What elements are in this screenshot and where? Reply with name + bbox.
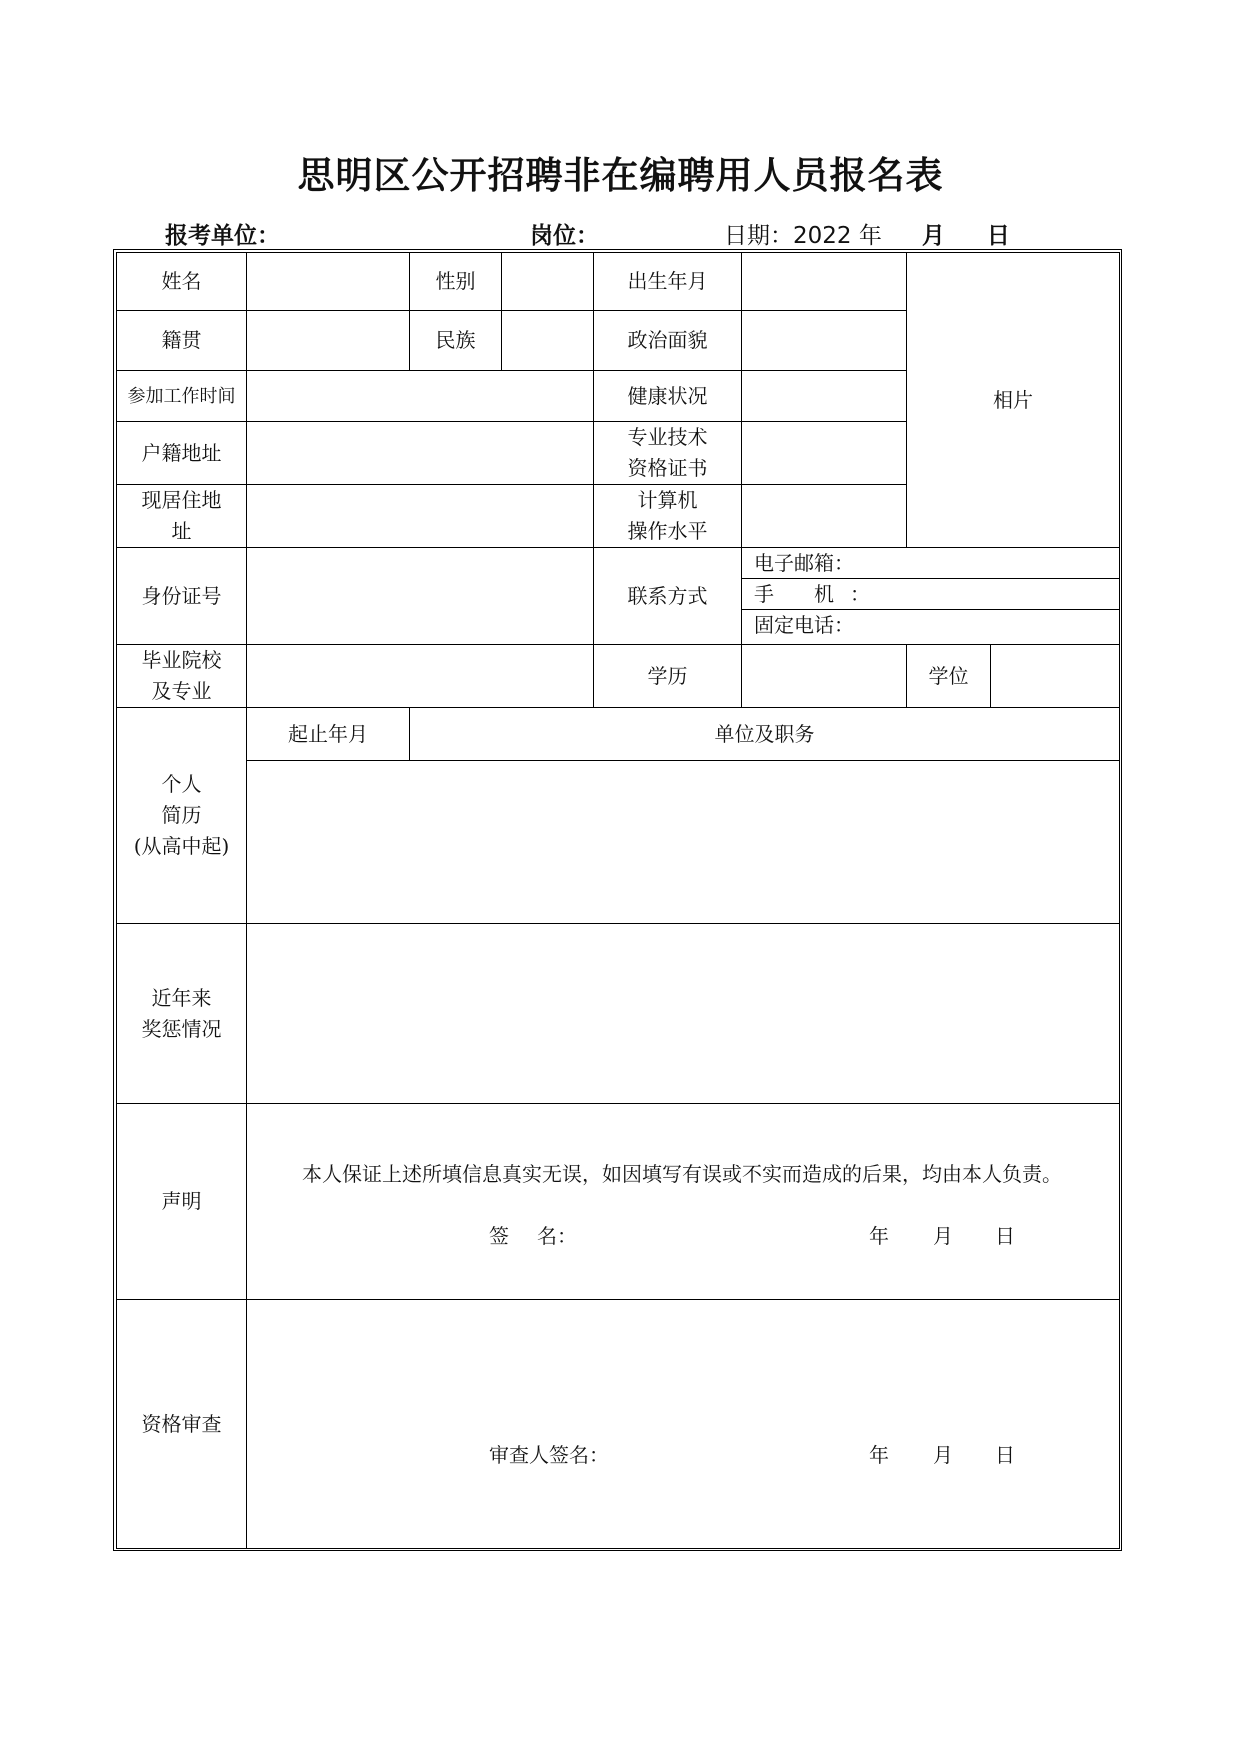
household-address-field[interactable] (247, 422, 594, 485)
current-address-label-line2: 址 (171, 519, 192, 543)
computer-level-field[interactable] (742, 485, 907, 548)
certificate-label-line2: 资格证书 (627, 456, 708, 480)
mobile-label-c: ： (850, 582, 870, 606)
photo-box[interactable]: 相片 (907, 253, 1120, 548)
ethnicity-field[interactable] (502, 311, 594, 371)
current-address-label (117, 485, 247, 548)
contact-block (742, 548, 1120, 645)
current-address-label-line1: 现居住地 (141, 488, 222, 512)
resume-label-line2: 简历 (161, 803, 202, 827)
computer-level-label-line1: 计算机 (637, 488, 698, 512)
work-start-label: 参加工作时间 (117, 371, 247, 422)
table-row (117, 548, 1120, 645)
household-address-label: 户籍地址 (117, 422, 247, 485)
sign-label-a: 签 (489, 1224, 509, 1248)
period-header: 起止年月 (247, 708, 410, 761)
post-label: 岗位： (530, 223, 599, 249)
mobile-field[interactable] (742, 579, 1119, 610)
table-row (117, 1300, 1120, 1549)
work-start-field[interactable] (247, 371, 594, 422)
header-line (165, 218, 1010, 250)
form-title: 思明区公开招聘非在编聘用人员报名表 (297, 154, 944, 197)
awards-label-line2: 奖惩情况 (141, 1016, 222, 1041)
statement-label: 声明 (117, 1104, 247, 1300)
ethnicity-label: 民族 (410, 311, 502, 371)
email-field[interactable]: 电子邮箱： (742, 548, 1119, 579)
name-field[interactable] (247, 253, 410, 311)
review-label: 资格审查 (117, 1300, 247, 1549)
review-day: 日 (995, 1443, 1015, 1467)
health-label: 健康状况 (594, 371, 742, 422)
mobile-label-a: 手 (754, 582, 774, 606)
certificate-label (594, 422, 742, 485)
sign-day: 日 (995, 1224, 1015, 1248)
resume-label-line1: 个人 (161, 772, 202, 796)
table-row (117, 645, 1120, 708)
native-place-label: 籍贯 (117, 311, 247, 371)
statement-cell (247, 1104, 1120, 1300)
school-major-label-line2: 及专业 (151, 679, 212, 703)
health-field[interactable] (742, 371, 907, 422)
sign-month: 月 (933, 1224, 953, 1248)
computer-level-label-line2: 操作水平 (627, 519, 708, 543)
education-field[interactable] (742, 645, 907, 708)
day-label: 日 (986, 223, 1010, 249)
native-place-field[interactable] (247, 311, 410, 371)
certificate-field[interactable] (742, 422, 907, 485)
review-cell[interactable] (247, 1300, 1120, 1549)
current-address-field[interactable] (247, 485, 594, 548)
table-row (117, 761, 1120, 924)
id-number-label: 身份证号 (117, 548, 247, 645)
date-label: 日期：2022 年 (724, 223, 882, 249)
birth-label: 出生年月 (594, 253, 742, 311)
awards-label-line1: 近年来 (151, 985, 212, 1010)
table-row (117, 708, 1120, 761)
computer-level-label (594, 485, 742, 548)
statement-text: 本人保证上述所填信息真实无误，如因填写有误或不实而造成的后果，均由本人负责。 (302, 1162, 1062, 1186)
resume-label-line3: (从高中起) (133, 834, 230, 858)
degree-field[interactable] (991, 645, 1120, 708)
month-label: 月 (921, 223, 945, 249)
political-status-field[interactable] (742, 311, 907, 371)
reviewer-sign-label: 审查人签名： (489, 1443, 609, 1467)
unit-position-header: 单位及职务 (410, 708, 1120, 761)
table-row (117, 1104, 1120, 1300)
landline-field[interactable]: 固定电话： (754, 613, 854, 637)
table-row (117, 924, 1120, 1104)
review-year: 年 (869, 1443, 889, 1467)
registration-table (116, 252, 1120, 1549)
degree-label: 学位 (907, 645, 991, 708)
birth-field[interactable] (742, 253, 907, 311)
contact-label: 联系方式 (594, 548, 742, 645)
sign-year: 年 (869, 1224, 889, 1248)
mobile-label-b: 机 (814, 582, 834, 606)
school-major-label-line1: 毕业院校 (141, 648, 222, 672)
unit-label: 报考单位： (165, 223, 280, 249)
resume-field[interactable] (247, 761, 1120, 924)
id-number-field[interactable] (247, 548, 594, 645)
school-major-label (117, 645, 247, 708)
sign-label-b: 名： (537, 1224, 577, 1248)
awards-label (117, 924, 247, 1104)
name-label: 姓名 (117, 253, 247, 311)
school-major-field[interactable] (247, 645, 594, 708)
gender-label: 性别 (410, 253, 502, 311)
table-row (117, 253, 1120, 311)
resume-label (117, 708, 247, 924)
political-status-label: 政治面貌 (594, 311, 742, 371)
certificate-label-line1: 专业技术 (627, 425, 708, 449)
education-label: 学历 (594, 645, 742, 708)
review-month: 月 (933, 1443, 953, 1467)
post-field[interactable] (599, 223, 724, 250)
gender-field[interactable] (502, 253, 594, 311)
awards-field[interactable] (247, 924, 1120, 1104)
unit-field[interactable] (280, 223, 530, 250)
